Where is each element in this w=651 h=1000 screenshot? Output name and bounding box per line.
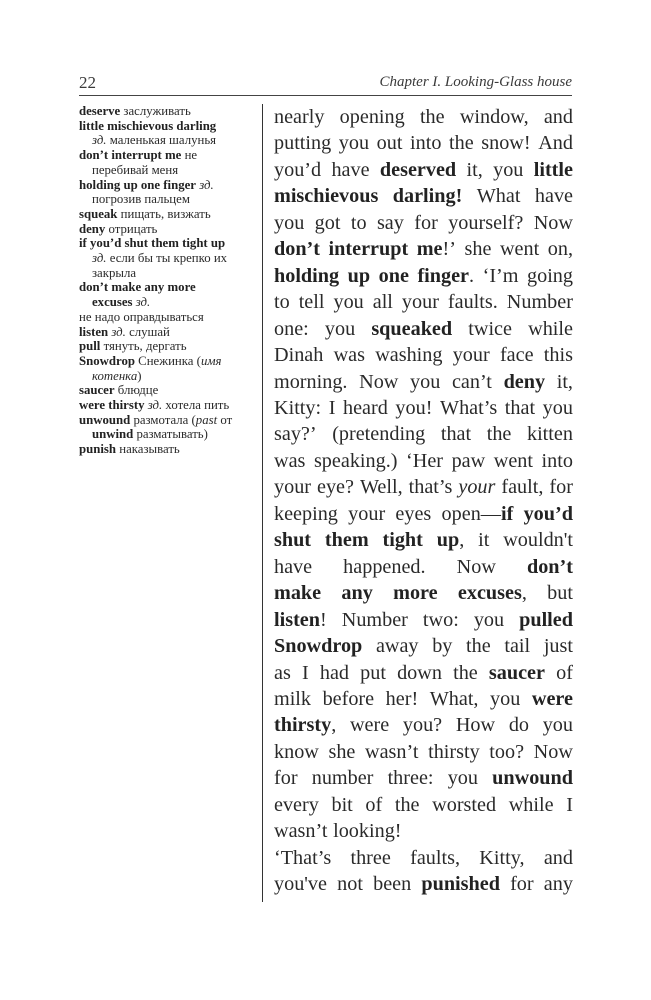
glossary-entry-cont: excuses зд.	[92, 295, 151, 310]
glossary-entry-cont: зд. если бы ты крепко их	[92, 251, 228, 266]
glossary-entry: squeak пищать, визжать	[79, 206, 211, 221]
glossary-entry: holding up one finger зд.	[79, 177, 214, 192]
text-line: putting you out into the snow! And	[274, 132, 573, 155]
text-line: to tell you all your faults. Number	[274, 291, 573, 314]
glossary-entry: listen зд. слушай	[79, 324, 170, 339]
glossary	[79, 104, 257, 457]
text-line: you’d have deserved it, you little	[274, 158, 573, 181]
glossary-entry: little mischievous darling	[79, 118, 217, 133]
main-text	[274, 104, 573, 898]
column-divider	[262, 104, 263, 902]
glossary-entry: don’t make any more	[79, 280, 196, 295]
text-line: listen! Number two: you pulled	[274, 608, 573, 631]
text-line: ‘That’s three faults, Kitty, and	[274, 846, 573, 869]
text-line: one: you squeaked twice while	[274, 317, 573, 340]
glossary-entry-cont: погрозив пальцем	[92, 192, 190, 207]
glossary-entry: don’t interrupt me не	[79, 148, 198, 163]
glossary-entry: saucer блюдце	[79, 383, 159, 398]
text-line: know she wasn’t thirsty too? Now	[274, 740, 573, 763]
glossary-entry-cont: закрыла	[92, 265, 137, 280]
text-line: Snowdrop away by the tail just	[274, 635, 573, 658]
glossary-entry-cont: не надо оправдываться	[79, 309, 204, 324]
text-line: Kitty: I heard you! What’s that you	[274, 396, 573, 419]
text-line: every bit of the worsted while I	[274, 793, 573, 816]
text-line: wasn’t looking!	[274, 820, 402, 843]
glossary-entry-cont: котенка)	[92, 368, 142, 383]
glossary-entry: deserve заслуживать	[79, 104, 191, 118]
text-line: Dinah was washing your face this	[274, 344, 573, 367]
glossary-entry: deny отрицать	[79, 221, 158, 236]
text-line: holding up one finger. ‘I’m going	[274, 264, 573, 287]
text-line: nearly opening the window, and	[274, 106, 573, 128]
text-line: was speaking.) ‘Her paw went into	[274, 449, 573, 472]
glossary-entry-cont: зд. маленькая шалунья	[92, 133, 217, 148]
text-line: say?’ (pretending that the kitten	[274, 423, 573, 446]
glossary-entry: punish наказывать	[79, 442, 180, 457]
text-line: have happened. Now don’t	[274, 555, 573, 578]
text-line: milk before her! What, you were	[274, 687, 573, 710]
text-line: mischievous darling! What have	[274, 185, 573, 208]
glossary-entry: if you’d shut them tight up	[79, 236, 226, 251]
glossary-entry: pull тянуть, дергать	[79, 339, 187, 354]
text-line: don’t interrupt me!’ she went on,	[274, 238, 573, 261]
glossary-entry: unwound размотала (past от	[79, 412, 233, 427]
text-line: your eye? Well, that’s your fault, for	[274, 476, 573, 499]
glossary-entry: Snowdrop Снежинка (имя	[79, 353, 222, 368]
text-line: thirsty, were you? How do you	[274, 714, 573, 737]
glossary-entry: were thirsty зд. хотела пить	[79, 398, 230, 413]
glossary-entry-cont: unwind разматывать)	[92, 427, 208, 442]
text-line: morning. Now you can’t deny it,	[274, 370, 573, 393]
text-line: make any more excuses, but	[274, 582, 573, 605]
text-line: for number three: you unwound	[274, 767, 573, 790]
page-number: 22	[79, 73, 96, 92]
text-line: as I had put down the saucer of	[274, 661, 573, 684]
glossary-entry-cont: перебивай меня	[92, 162, 179, 177]
text-line: you've not been punished for any	[274, 873, 573, 896]
chapter-title: Chapter I. Looking-Glass house	[379, 74, 572, 90]
text-line: you got to say for yourself? Now	[274, 211, 573, 234]
header-rule	[79, 95, 572, 96]
text-line: keeping your eyes open—if you’d	[274, 502, 573, 525]
text-line: shut them tight up, it wouldn't	[274, 529, 573, 552]
